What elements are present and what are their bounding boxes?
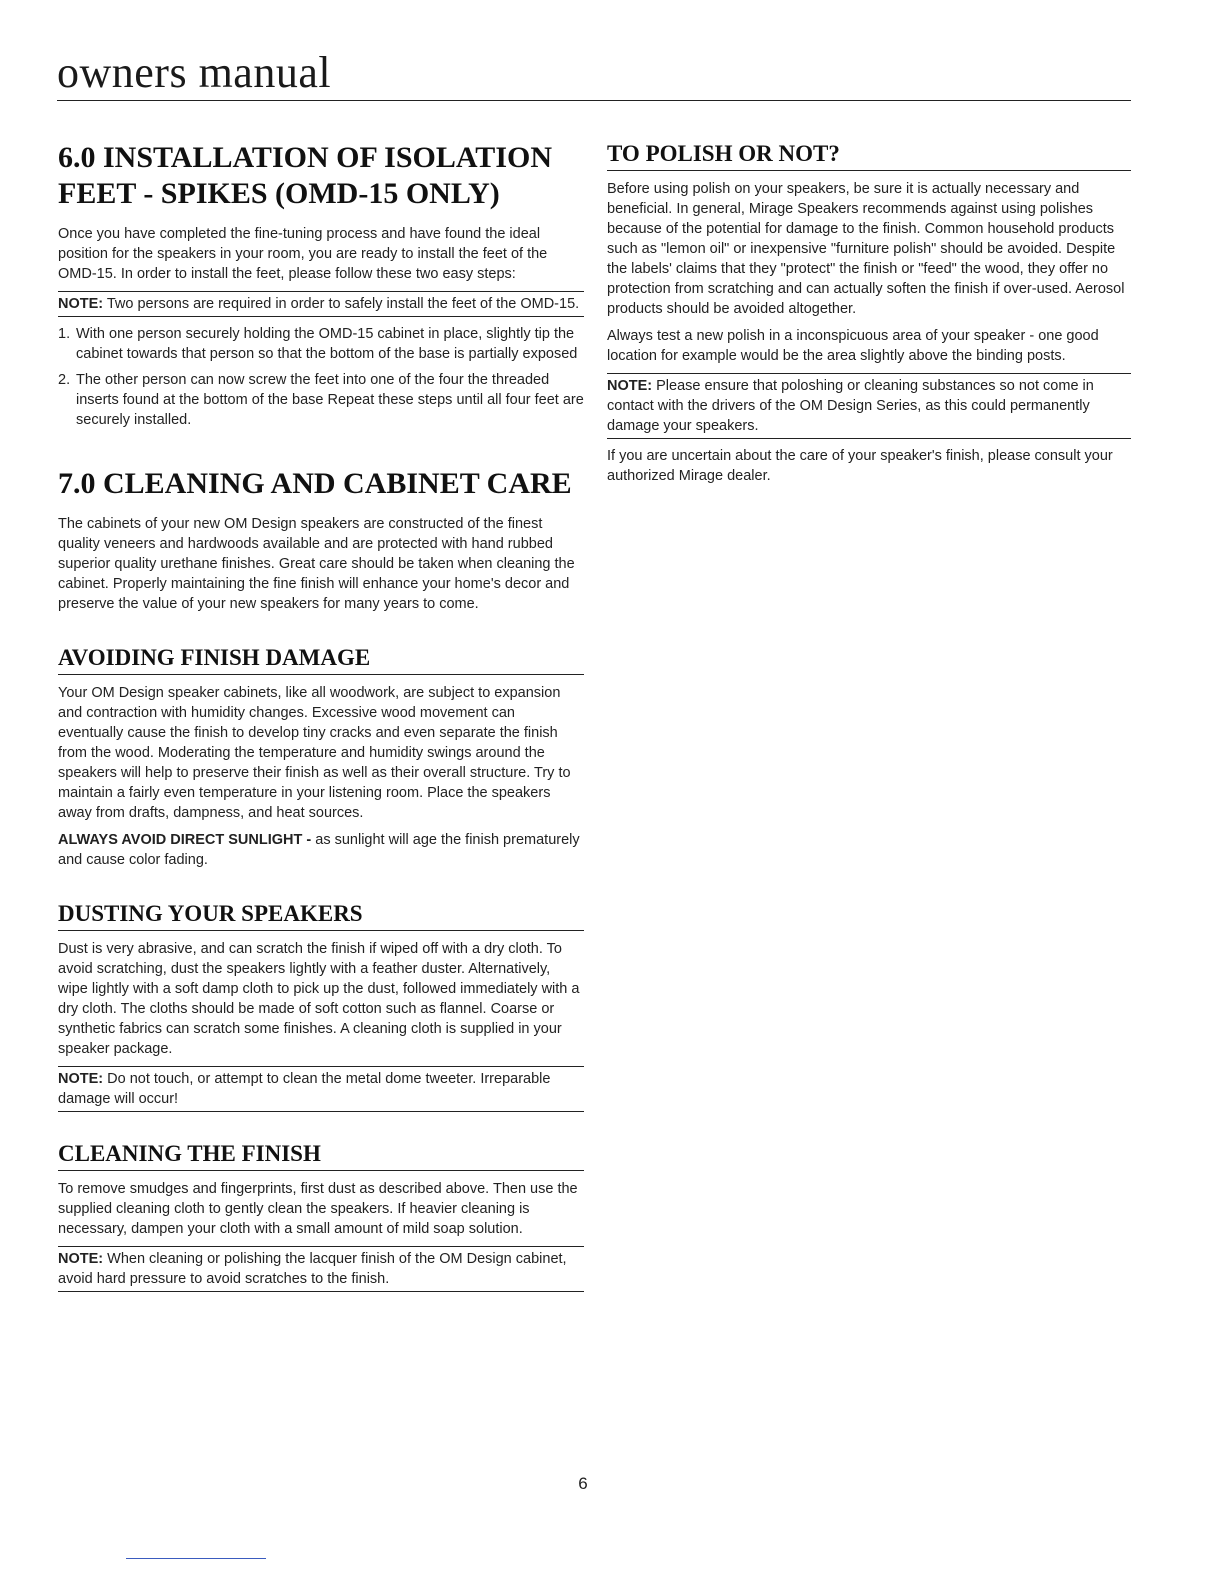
warning-label: ALWAYS AVOID DIRECT SUNLIGHT -: [58, 832, 312, 848]
avoiding-section: [58, 644, 584, 870]
step-number: 2.: [58, 372, 71, 388]
polish-note: [607, 373, 1131, 439]
dusting-heading: DUSTING YOUR SPEAKERS: [58, 900, 584, 931]
right-column: [607, 140, 1131, 493]
note-label: NOTE:: [607, 378, 653, 394]
dusting-note: [58, 1066, 584, 1112]
step-text: With one person securely holding the OMD-15 cabinet in place, slightly tip the cabinet towards that person so that the bottom of the base is partially exposed: [76, 326, 578, 362]
list-item: [58, 324, 584, 364]
polish-heading: TO POLISH OR NOT?: [607, 140, 1131, 171]
step-number: 1.: [58, 326, 71, 342]
dusting-body: Dust is very abrasive, and can scratch the finish if wiped off with a dry cloth. To avoid scratching, dust the speakers lightly with a feather duster. Alternatively, wipe lightly with a soft damp cloth to pick up the dust, followed immediately with a dry cloth. The cloths should be made of soft cotton such as flannel. Coarse or synthetic fabrics can scratch some finishes. A cleaning cloth is supplied in your speaker package.: [58, 941, 580, 1057]
installation-steps: [58, 324, 584, 430]
polish-section: [607, 140, 1131, 486]
polish-body-2: Always test a new polish in a inconspicuous area of your speaker - one good location for example would be the area slightly above the binding posts.: [607, 328, 1099, 364]
note-text: When cleaning or polishing the lacquer finish of the OM Design cabinet, avoid hard pressure to avoid scratches to the finish.: [58, 1251, 567, 1287]
cleaning-heading: 7.0 CLEANING AND CABINET CARE: [58, 467, 572, 500]
installation-heading-line1: 6.0 INSTALLATION OF ISOLATION: [58, 141, 552, 174]
note-text: Two persons are required in order to safely install the feet of the OMD-15.: [103, 296, 580, 312]
footer-rule: [126, 1558, 266, 1559]
note-text: Do not touch, or attempt to clean the metal dome tweeter. Irreparable damage will occur!: [58, 1071, 551, 1107]
dusting-section: [58, 900, 584, 1112]
finish-section: [58, 1140, 584, 1292]
step-text: The other person can now screw the feet into one of the four the threaded inserts found at the bottom of the base Repeat these steps until all four feet are securely installed.: [76, 372, 584, 428]
note-label: NOTE:: [58, 296, 104, 312]
warning-text: as sunlight will age the finish prematurely and cause color fading.: [58, 832, 580, 868]
note-label: NOTE:: [58, 1251, 104, 1267]
installation-heading: [58, 140, 584, 212]
cleaning-section: [58, 466, 584, 614]
list-item: [58, 370, 584, 430]
left-column: [58, 140, 584, 1299]
avoiding-heading: AVOIDING FINISH DAMAGE: [58, 644, 584, 675]
note-label: NOTE:: [58, 1071, 104, 1087]
finish-note: [58, 1246, 584, 1292]
page-header-title: owners manual: [57, 48, 332, 97]
cleaning-body: The cabinets of your new OM Design speakers are constructed of the finest quality veneers and hardwoods available and are protected with hand rubbed superior quality urethane finishes. Great care should be taken when cleaning the cabinet. Properly maintaining the fine finish will enhance your home's decor and preserve the value of your new speakers for many years to come.: [58, 516, 575, 612]
header-rule: [57, 100, 1131, 101]
polish-body-1: Before using polish on your speakers, be sure it is actually necessary and beneficial. In general, Mirage Speakers recommends against using polishes because of the potential for damage to the finish. Common household products such as "lemon oil" or inexpensive "furniture polish" should be avoided. Despite the labels' claims that they "protect" the finish or "feed" the wood, they offer no protection from scratching and can actually soften the finish if over-used. Aerosol products should be avoided altogether.: [607, 181, 1125, 317]
note-text: Please ensure that poloshing or cleaning substances so not come in contact with the drivers of the OM Design Series, as this could permanently damage your speakers.: [607, 378, 1094, 434]
finish-heading: CLEANING THE FINISH: [58, 1140, 584, 1171]
installation-note: [58, 291, 584, 317]
sunlight-warning: [58, 830, 584, 870]
installation-heading-line2: FEET - SPIKES (OMD-15 ONLY): [58, 177, 500, 210]
installation-intro: Once you have completed the fine-tuning process and have found the ideal position for the speakers in your room, you are ready to install the feet of the OMD-15. In order to install the feet, please follow these two easy steps:: [58, 226, 548, 282]
installation-section: [58, 140, 584, 430]
avoiding-body: Your OM Design speaker cabinets, like all woodwork, are subject to expansion and contraction with humidity changes. Excessive wood movement can eventually cause the finish to develop tiny cracks and even separate the finish from the wood. Moderating the temperature and humidity swings around the speakers will help to preserve their finish as well as their overall structure. Try to maintain a fairly even temperature in your listening room. Place the speakers away from drafts, dampness, and heat sources.: [58, 685, 571, 821]
finish-body: To remove smudges and fingerprints, first dust as described above. Then use the supplied cleaning cloth to gently clean the speakers. If heavier cleaning is necessary, dampen your cloth with a small amount of mild soap solution.: [58, 1181, 578, 1237]
polish-closing: If you are uncertain about the care of your speaker's finish, please consult your authorized Mirage dealer.: [607, 448, 1113, 484]
page-number: 6: [578, 1474, 588, 1493]
